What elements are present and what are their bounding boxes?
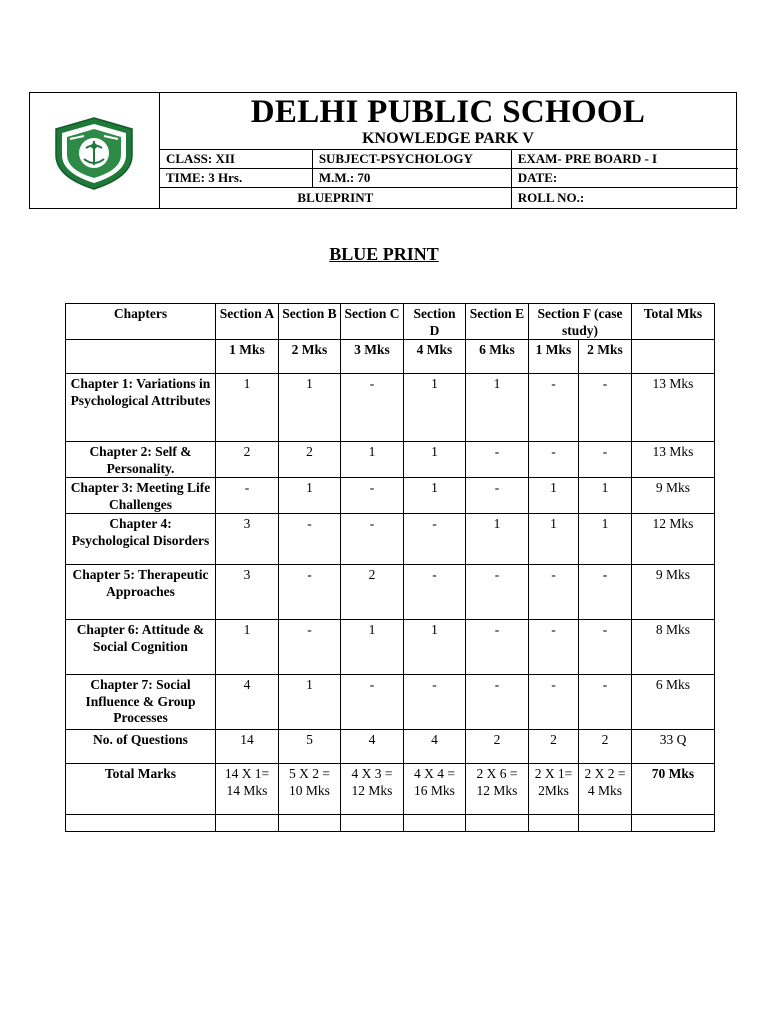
section-b-marks: 2 Mks (279, 340, 341, 374)
section-d-count: 1 (404, 478, 466, 514)
chapter-name: Chapter 4: Psychological Disorders (66, 514, 216, 565)
class-cell: CLASS: XII (160, 150, 313, 169)
section-c-marks: 3 Mks (341, 340, 404, 374)
section-f2-count: - (579, 442, 632, 478)
chapter-name: Chapter 5: Therapeutic Approaches (66, 565, 216, 620)
section-b-header: Section B (279, 304, 341, 340)
header-row-marks (66, 340, 715, 374)
section-f-header: Section F (case study) (529, 304, 632, 340)
table-row (66, 374, 715, 442)
questions-e: 2 (466, 730, 529, 764)
questions-b: 5 (279, 730, 341, 764)
marks-b: 5 X 2 = 10 Mks (279, 764, 341, 815)
total-count: 12 Mks (632, 514, 715, 565)
section-d-header: Section D (404, 304, 466, 340)
total-marks-header: Total Mks (632, 304, 715, 340)
marks-a: 14 X 1= 14 Mks (216, 764, 279, 815)
blueprint-cell: BLUEPRINT (160, 188, 512, 209)
chapter-name: Chapter 6: Attitude & Social Cognition (66, 620, 216, 675)
total-count: 13 Mks (632, 374, 715, 442)
marks-d: 4 X 4 = 16 Mks (404, 764, 466, 815)
section-f1-count: - (529, 442, 579, 478)
questions-total: 33 Q (632, 730, 715, 764)
empty-cell (632, 340, 715, 374)
school-branch: KNOWLEDGE PARK V (362, 130, 534, 147)
total-marks-label: Total Marks (66, 764, 216, 815)
questions-d: 4 (404, 730, 466, 764)
section-d-count: 1 (404, 442, 466, 478)
total-marks-row (66, 764, 715, 815)
section-f2-count: 1 (579, 478, 632, 514)
section-c-count: 1 (341, 442, 404, 478)
empty-cell (216, 815, 279, 832)
section-a-count: 3 (216, 565, 279, 620)
page-title: BLUE PRINT (329, 244, 439, 264)
max-marks-cell: M.M.: 70 (312, 169, 511, 188)
school-name: DELHI PUBLIC SCHOOL (250, 94, 646, 130)
logo-cell (30, 93, 160, 208)
section-f1-count: - (529, 675, 579, 730)
empty-cell (466, 815, 529, 832)
table-row (66, 478, 715, 514)
section-e-marks: 6 Mks (466, 340, 529, 374)
empty-cell (66, 815, 216, 832)
table-row (66, 442, 715, 478)
chapter-name: Chapter 7: Social Influence & Group Processes (66, 675, 216, 730)
empty-cell (66, 340, 216, 374)
section-a-count: 1 (216, 374, 279, 442)
section-f2-count: - (579, 620, 632, 675)
empty-cell (341, 815, 404, 832)
total-count: 6 Mks (632, 675, 715, 730)
section-a-count: 4 (216, 675, 279, 730)
section-e-count: - (466, 675, 529, 730)
section-f1-count: 1 (529, 514, 579, 565)
section-f1-count: - (529, 374, 579, 442)
marks-f1: 2 X 1= 2Mks (529, 764, 579, 815)
questions-f2: 2 (579, 730, 632, 764)
chapter-name: Chapter 2: Self & Personality. (66, 442, 216, 478)
table-row (66, 565, 715, 620)
section-a-marks: 1 Mks (216, 340, 279, 374)
exam-info-table (159, 149, 738, 208)
marks-f2: 2 X 2 = 4 Mks (579, 764, 632, 815)
section-a-count: 3 (216, 514, 279, 565)
section-e-header: Section E (466, 304, 529, 340)
empty-cell (404, 815, 466, 832)
empty-row (66, 815, 715, 832)
section-f1-count: - (529, 565, 579, 620)
section-d-count: - (404, 675, 466, 730)
section-b-count: - (279, 514, 341, 565)
school-header (29, 92, 737, 209)
section-a-count: 1 (216, 620, 279, 675)
school-logo-icon (48, 115, 140, 191)
section-b-count: - (279, 620, 341, 675)
section-e-count: - (466, 565, 529, 620)
section-c-count: - (341, 675, 404, 730)
section-f1-marks: 1 Mks (529, 340, 579, 374)
section-b-count: 1 (279, 374, 341, 442)
questions-label: No. of Questions (66, 730, 216, 764)
section-a-count: 2 (216, 442, 279, 478)
section-f2-count: - (579, 675, 632, 730)
section-b-count: 2 (279, 442, 341, 478)
questions-row (66, 730, 715, 764)
total-count: 9 Mks (632, 478, 715, 514)
section-c-count: 1 (341, 620, 404, 675)
section-c-count: - (341, 478, 404, 514)
exam-cell: EXAM- PRE BOARD - I (511, 150, 738, 169)
section-f1-count: - (529, 620, 579, 675)
section-e-count: - (466, 442, 529, 478)
section-e-count: - (466, 478, 529, 514)
section-a-header: Section A (216, 304, 279, 340)
section-e-count: 1 (466, 374, 529, 442)
empty-cell (632, 815, 715, 832)
section-f1-count: 1 (529, 478, 579, 514)
chapter-name: Chapter 1: Variations in Psychological Attributes (66, 374, 216, 442)
marks-e: 2 X 6 = 12 Mks (466, 764, 529, 815)
section-f2-marks: 2 Mks (579, 340, 632, 374)
section-b-count: 1 (279, 675, 341, 730)
chapters-header: Chapters (66, 304, 216, 340)
section-c-count: - (341, 514, 404, 565)
section-d-count: - (404, 514, 466, 565)
chapter-name: Chapter 3: Meeting Life Challenges (66, 478, 216, 514)
total-count: 9 Mks (632, 565, 715, 620)
section-b-count: 1 (279, 478, 341, 514)
empty-cell (579, 815, 632, 832)
marks-total: 70 Mks (632, 764, 715, 815)
section-d-marks: 4 Mks (404, 340, 466, 374)
marks-c: 4 X 3 = 12 Mks (341, 764, 404, 815)
section-e-count: - (466, 620, 529, 675)
blueprint-table (65, 303, 715, 832)
chapter-rows (66, 374, 715, 730)
roll-no-cell: ROLL NO.: (511, 188, 738, 209)
section-d-count: - (404, 565, 466, 620)
section-c-header: Section C (341, 304, 404, 340)
section-e-count: 1 (466, 514, 529, 565)
questions-c: 4 (341, 730, 404, 764)
section-a-count: - (216, 478, 279, 514)
section-c-count: 2 (341, 565, 404, 620)
questions-f1: 2 (529, 730, 579, 764)
date-cell: DATE: (511, 169, 738, 188)
section-b-count: - (279, 565, 341, 620)
total-count: 8 Mks (632, 620, 715, 675)
time-cell: TIME: 3 Hrs. (160, 169, 313, 188)
section-f2-count: 1 (579, 514, 632, 565)
table-row (66, 514, 715, 565)
section-f2-count: - (579, 565, 632, 620)
total-count: 13 Mks (632, 442, 715, 478)
table-row (66, 675, 715, 730)
section-c-count: - (341, 374, 404, 442)
empty-cell (279, 815, 341, 832)
section-f2-count: - (579, 374, 632, 442)
table-row (66, 620, 715, 675)
empty-cell (529, 815, 579, 832)
header-row-sections (66, 304, 715, 340)
section-d-count: 1 (404, 620, 466, 675)
subject-cell: SUBJECT-PSYCHOLOGY (312, 150, 511, 169)
questions-a: 14 (216, 730, 279, 764)
section-d-count: 1 (404, 374, 466, 442)
